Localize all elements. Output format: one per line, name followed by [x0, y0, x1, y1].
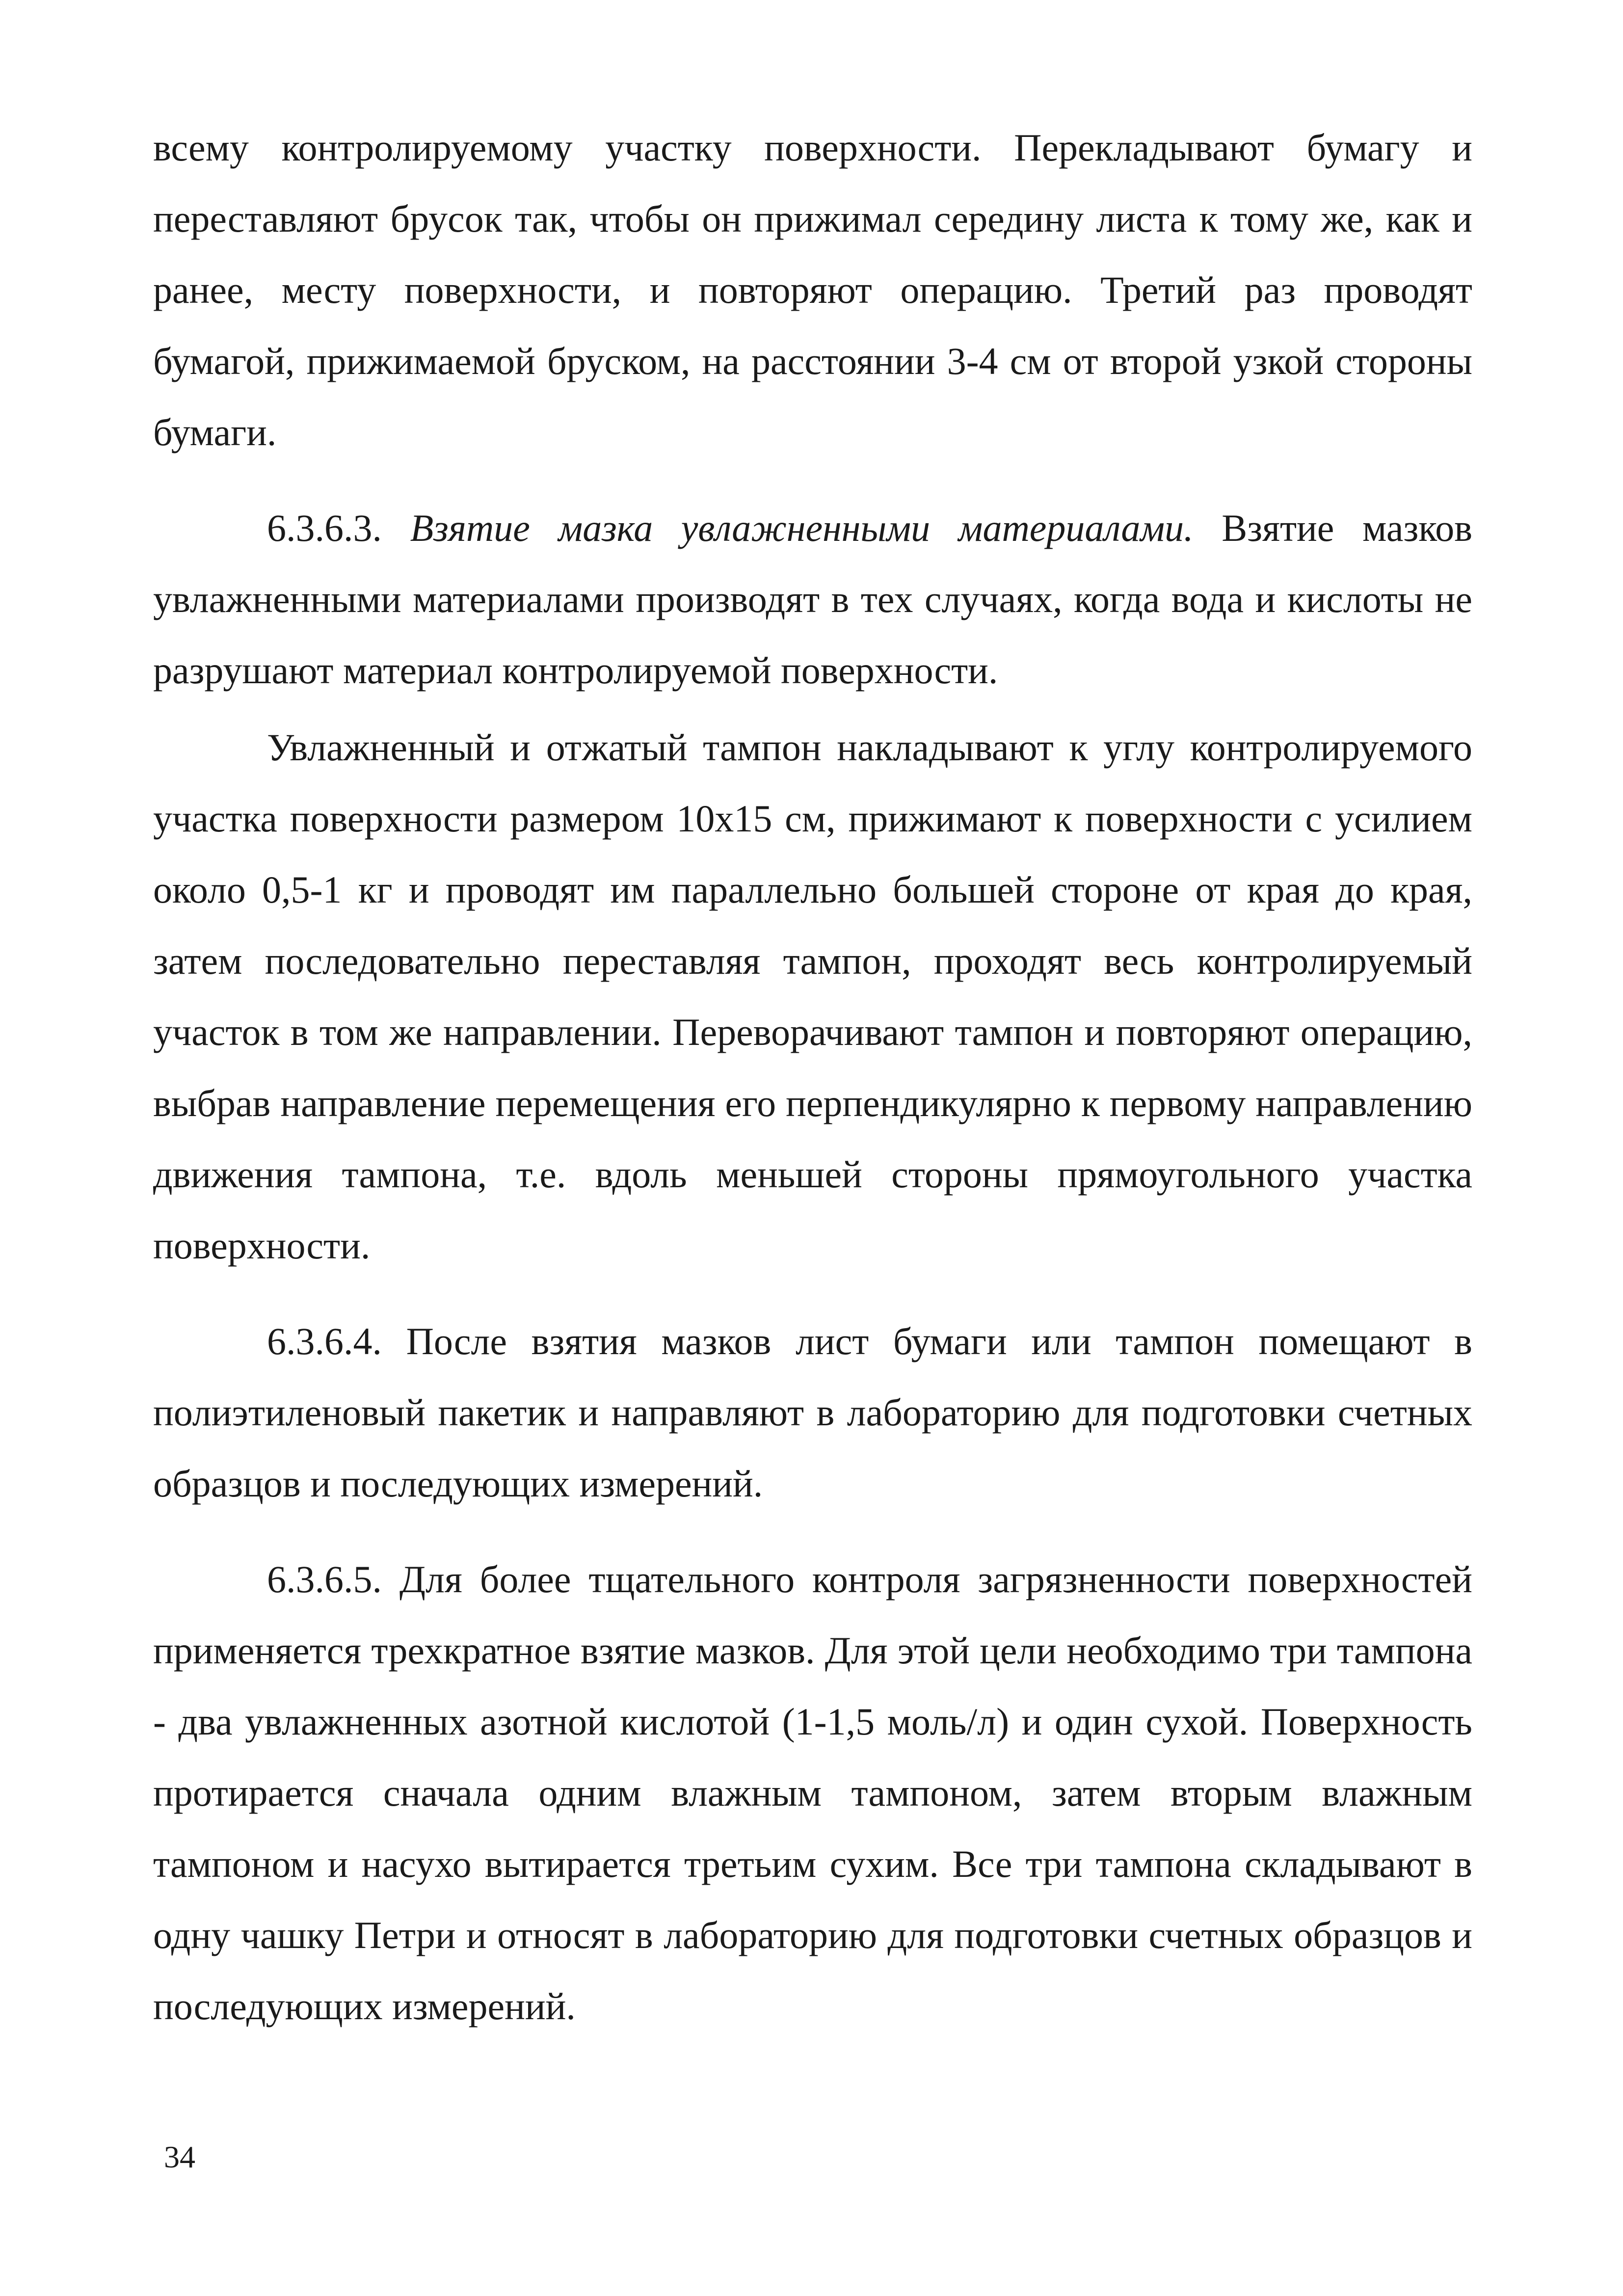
- paragraph-6-3-6-4: 6.3.6.4. После взятия мазков лист бумаги или тампон помещают в полиэтиленовый пакетик и направляют в лабораторию для подготовки счетных образцов и последующих измерений.: [153, 1320, 1472, 1505]
- paragraph-6-3-6-5: 6.3.6.5. Для более тщательного контроля загрязненности поверхностей применяется трехкратное взятие мазков. Для этой цели необходимо три тампона - два увлажненных азотной кислотой (1-1,5 моль/л) и один сухой. Поверхность протирается сначала одним влажным тампоном, затем вторым влажным тампоном и насухо вытирается третьим сухим. Все три тампона складывают в одну чашку Петри и относят в лабораторию для подготовки счетных образцов и последующих измерений.: [153, 1558, 1472, 2028]
- paragraph-6-3-6-3: [153, 492, 1472, 706]
- paragraph-continuation: всему контролируемому участку поверхности. Перекладывают бумагу и переставляют брусок так, чтобы он прижимал середину листа к тому же, как и ранее, месту поверхности, и повторяют операцию. Третий раз проводят бумагой, прижимаемой бруском, на расстоянии 3-4 см от второй узкой стороны бумаги.: [153, 126, 1472, 454]
- paragraph-wet-swab-procedure: Увлажненный и отжатый тампон накладывают к углу контролируемого участка поверхности размером 10x15 см, прижимают к поверхности с усилием около 0,5-1 кг и проводят им параллельно большей стороне от края до края, затем последовательно переставляя тампон, проходят весь контролируемый участок в том же направлении. Переворачивают тампон и повторяют операцию, выбрав направление перемещения его перпендикулярно к первому направлению движения тампона, т.е. вдоль меньшей стороны прямоугольного участка поверхности.: [153, 726, 1472, 1267]
- section-number: 6.3.6.3.: [267, 507, 382, 549]
- section-text: Взятие мазков увлажненными материалами производят в тех случаях, когда вода и кислоты не разрушают материал контролируемой поверхности.: [153, 507, 1473, 692]
- page-number: 34: [164, 2139, 195, 2174]
- section-title: Взятие мазка увлажненными материалами.: [410, 507, 1194, 549]
- body-text: [153, 112, 1472, 2042]
